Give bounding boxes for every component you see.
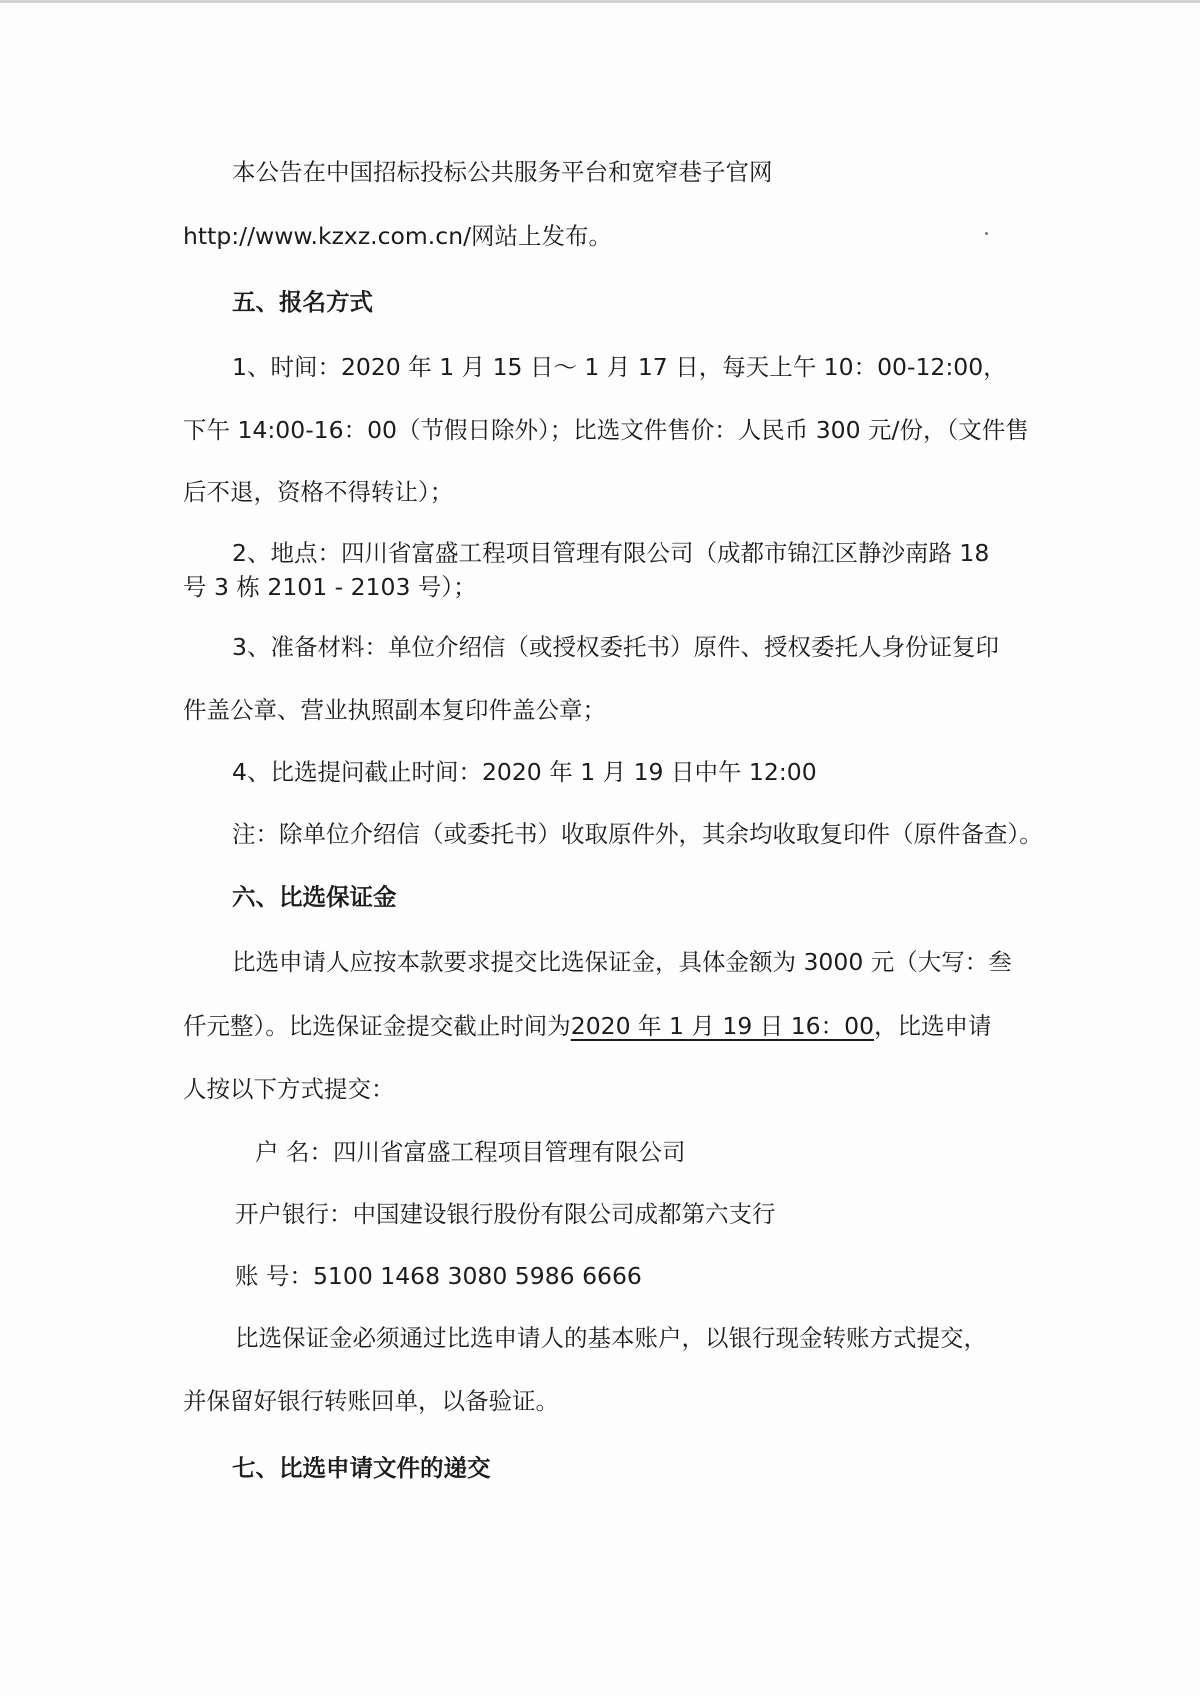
registration-time-line-2: 下午 14:00-16：00（节假日除外）；比选文件售价：人民币 300 元/份，（文件售 — [183, 416, 1029, 444]
deposit-method-line-1: 比选保证金必须通过比选申请人的基本账户，以银行现金转账方式提交， — [235, 1324, 987, 1352]
section-heading-deposit: 六、比选保证金 — [232, 883, 397, 911]
scan-speck — [985, 232, 988, 235]
section-heading-registration: 五、报名方式 — [232, 288, 373, 316]
publish-notice-line-1: 本公告在中国招标投标公共服务平台和宽窄巷子官网 — [232, 158, 773, 186]
deposit-paragraph-line-2 — [183, 1010, 992, 1042]
registration-note-line: 注：除单位介绍信（或委托书）收取原件外，其余均收取复印件（原件备查）。 — [232, 820, 1043, 848]
deposit-paragraph-line-1: 比选申请人应按本款要求提交比选保证金，具体金额为 3000 元（大写：叁 — [232, 948, 1012, 976]
publish-notice-line-2: http://www.kzxz.com.cn/网站上发布。 — [183, 222, 613, 250]
account-name-line: 户 名：四川省富盛工程项目管理有限公司 — [255, 1138, 686, 1166]
registration-location-line-1: 2、地点：四川省富盛工程项目管理有限公司（成都市锦江区静沙南路 18 — [232, 539, 990, 567]
deposit-deadline-prefix: 仟元整）。比选保证金提交截止时间为 — [183, 1012, 571, 1040]
materials-line-1: 3、准备材料：单位介绍信（或授权委托书）原件、授权委托人身份证复印 — [232, 633, 999, 661]
registration-time-line-3: 后不退，资格不得转让）； — [183, 478, 454, 506]
registration-location-line-2: 号 3 栋 2101 - 2103 号）； — [183, 573, 477, 601]
deposit-method-line-2: 并保留好银行转账回单，以备验证。 — [183, 1387, 559, 1415]
registration-time-line-1: 1、时间：2020 年 1 月 15 日～ 1 月 17 日，每天上午 10：00-12:00， — [232, 353, 1007, 381]
materials-line-2: 件盖公章、营业执照副本复印件盖公章； — [183, 696, 606, 724]
section-heading-submission: 七、比选申请文件的递交 — [232, 1454, 491, 1482]
scan-edge-line — [0, 0, 1200, 3]
question-deadline-line: 4、比选提问截止时间：2020 年 1 月 19 日中午 12:00 — [232, 758, 817, 786]
account-number-line: 账 号：5100 1468 3080 5986 6666 — [235, 1262, 642, 1290]
deposit-deadline-date: 2020 年 1 月 19 日 16：00 — [570, 1012, 875, 1040]
bank-name-line: 开户银行：中国建设银行股份有限公司成都第六支行 — [235, 1200, 776, 1228]
deposit-deadline-suffix: ，比选申请 — [874, 1012, 992, 1040]
deposit-paragraph-line-3: 人按以下方式提交： — [183, 1075, 395, 1103]
